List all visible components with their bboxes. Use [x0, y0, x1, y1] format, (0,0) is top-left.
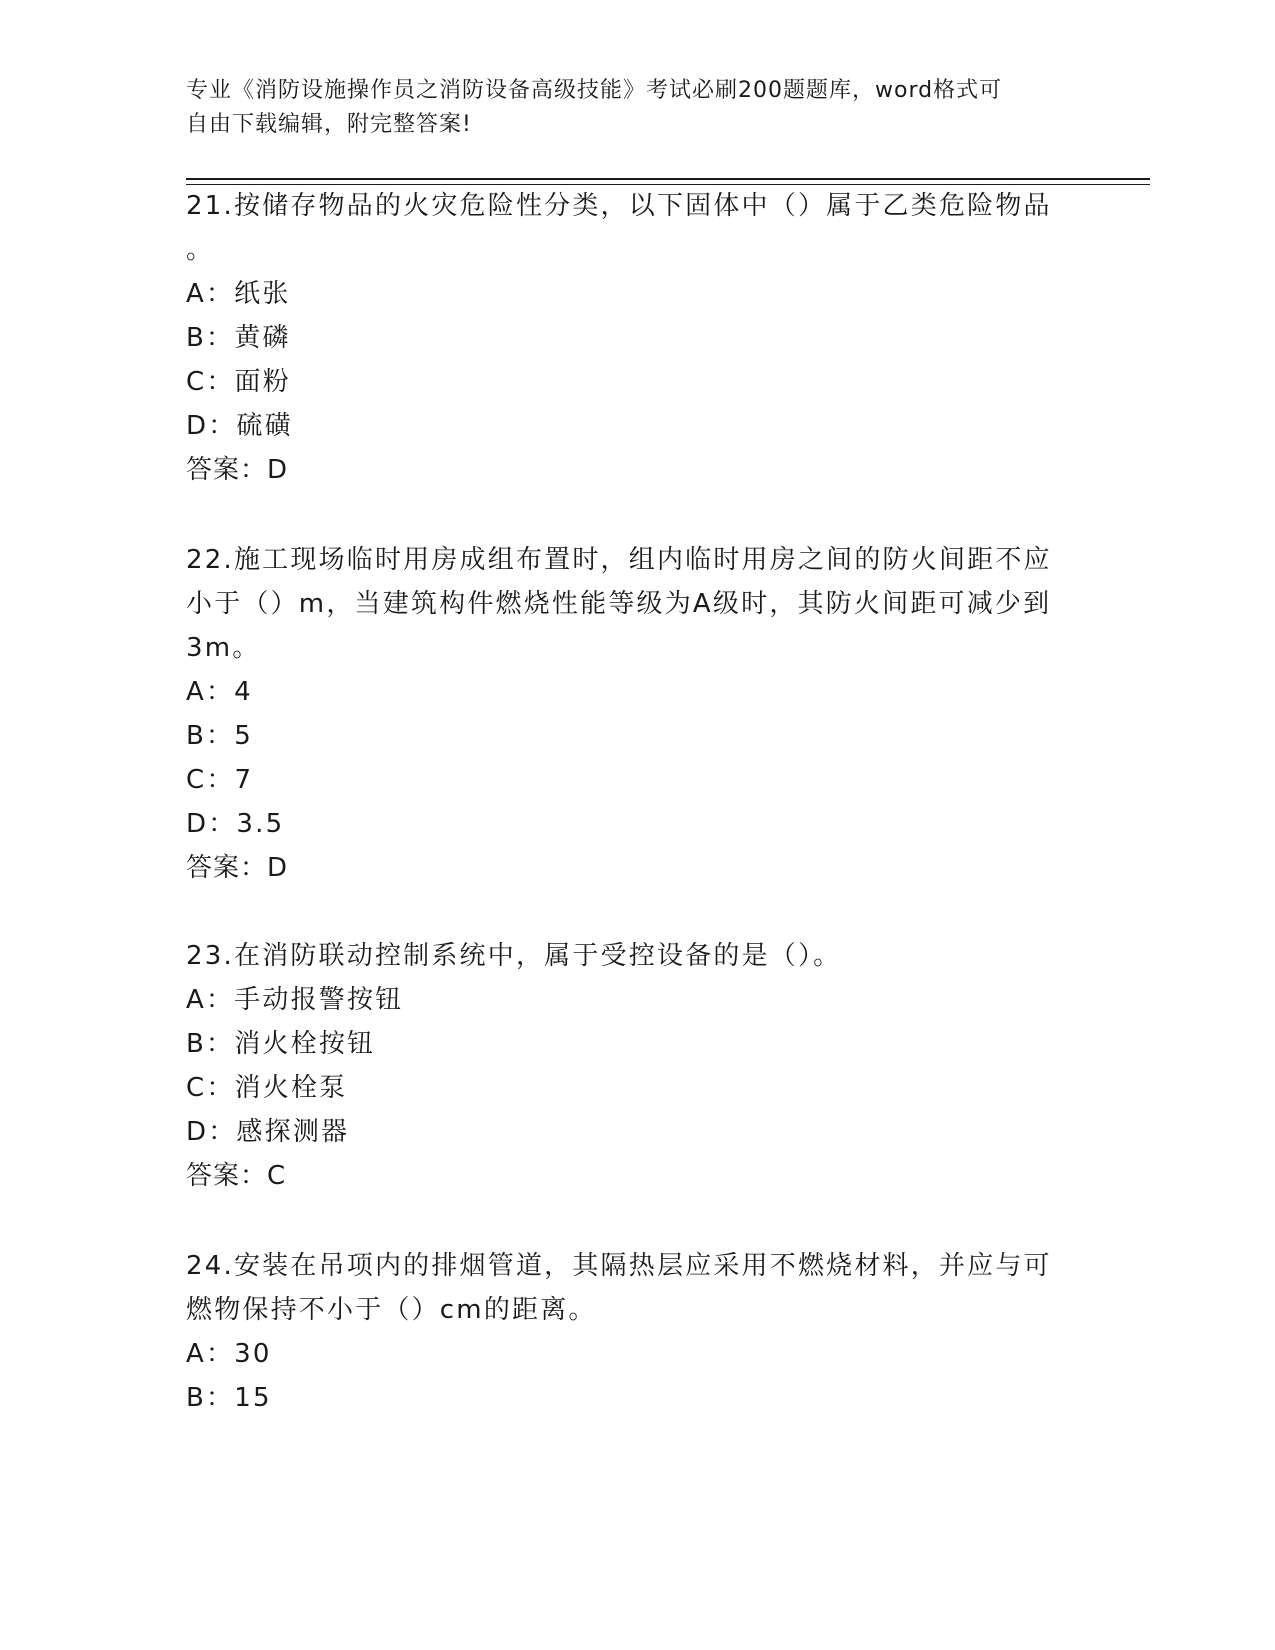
document-header: [186, 74, 1066, 142]
question-22-option-a: A：4: [186, 677, 253, 707]
question-24-option-a: A：30: [186, 1339, 272, 1369]
question-21-stem-line-1: 21.按储存物品的火灾危险性分类，以下固体中（）属于乙类危险物品: [186, 191, 1052, 221]
question-23-option-c: C：消火栓泵: [186, 1073, 348, 1103]
question-24-option-b: B：15: [186, 1383, 272, 1413]
question-22-option-d: D：3.5: [186, 809, 285, 839]
question-21-option-a: A：纸张: [186, 279, 291, 309]
header-line-2: 自由下载编辑，附完整答案!: [186, 112, 472, 137]
header-divider-thick: [186, 178, 1150, 180]
question-23-option-b: B：消火栓按钮: [186, 1029, 376, 1059]
question-24-stem-line-1: 24.安装在吊项内的排烟管道，其隔热层应采用不燃烧材料，并应与可: [186, 1251, 1052, 1281]
question-22-option-b: B：5: [186, 721, 253, 751]
question-23-option-a: A：手动报警按钮: [186, 985, 404, 1015]
question-22-option-c: C：7: [186, 765, 254, 795]
question-22-stem-line-2: 小于（）m，当建筑构件燃烧性能等级为A级时，其防火间距可减少到: [186, 589, 1052, 619]
question-21-stem-line-2: 。: [186, 235, 215, 265]
question-24-stem-line-2: 燃物保持不小于（）cm的距离。: [186, 1295, 597, 1325]
question-23-option-d: D：感探测器: [186, 1117, 350, 1147]
question-21-option-c: C：面粉: [186, 367, 291, 397]
question-21-option-d: D：硫磺: [186, 411, 293, 441]
question-21-option-b: B：黄磷: [186, 323, 291, 353]
question-22-stem-line-1: 22.施工现场临时用房成组布置时，组内临时用房之间的防火间距不应: [186, 545, 1052, 575]
question-22-stem-line-3: 3m。: [186, 633, 261, 663]
header-line-1: 专业《消防设施操作员之消防设备高级技能》考试必刷200题题库，word格式可: [186, 78, 1003, 103]
question-23-stem-line-1: 23.在消防联动控制系统中，属于受控设备的是（）。: [186, 941, 842, 971]
question-22-answer: 答案：D: [186, 853, 289, 883]
question-21-answer: 答案：D: [186, 455, 289, 485]
question-23-answer: 答案：C: [186, 1161, 287, 1191]
